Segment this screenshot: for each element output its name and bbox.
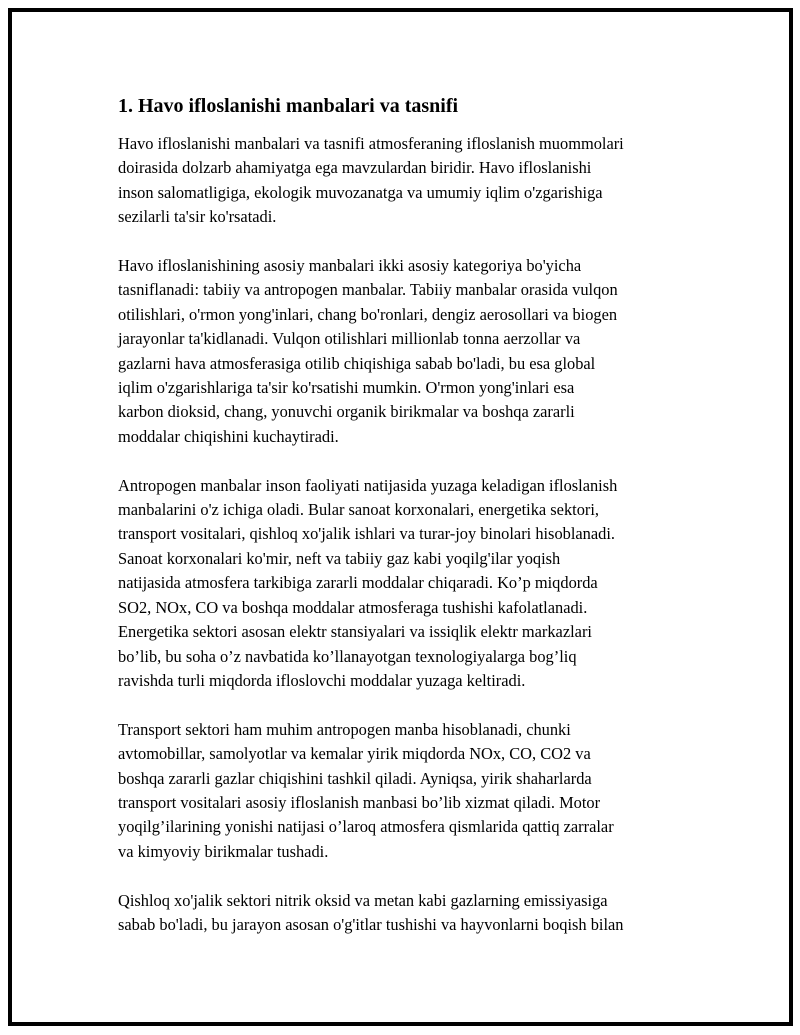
- text-line: transport vositalari, qishloq xo'jalik ishlari va turar-joy binolari hisoblanadi.: [118, 524, 615, 544]
- document-body: [118, 92, 692, 962]
- text-line: boshqa zararli gazlar chiqishini tashkil qiladi. Ayniqsa, yirik shaharlarda: [118, 768, 592, 788]
- text-line: doirasida dolzarb ahamiyatga ega mavzulardan biridir. Havo ifloslanishi: [118, 158, 592, 178]
- paragraph-natural-sources: [118, 254, 692, 449]
- text-line: jarayonlar ta'kidlanadi. Vulqon otilishlari millionlab tonna aerzollar va: [118, 329, 581, 349]
- text-line: SO2, NOx, CO va boshqa moddalar atmosferaga tushishi kafolatlanadi.: [118, 597, 588, 617]
- text-line: sezilarli ta'sir ko'rsatadi.: [118, 207, 277, 227]
- text-line: iqlim o'zgarishlariga ta'sir ko'rsatishi mumkin. O'rmon yong'inlari esa: [118, 378, 575, 398]
- text-line: gazlarni hava atmosferasiga otilib chiqishiga sabab bo'ladi, bu esa global: [118, 353, 596, 373]
- text-line: Antropogen manbalar inson faoliyati natijasida yuzaga keladigan ifloslanish: [118, 475, 618, 495]
- text-line: otilishlari, o'rmon yong'inlari, chang bo'ronlari, dengiz aerosollari va biogen: [118, 304, 618, 324]
- text-line: Sanoat korxonalari ko'mir, neft va tabiiy gaz kabi yoqilg'ilar yoqish: [118, 548, 561, 568]
- paragraph-intro: [118, 132, 692, 230]
- text-line: manbalarini o'z ichiga oladi. Bular sanoat korxonalari, energetika sektori,: [118, 500, 600, 520]
- text-line: bo’lib, bu soha o’z navbatida ko’llanayotgan texnologiyalarga bog’liq: [118, 646, 577, 666]
- text-line: Qishloq xo'jalik sektori nitrik oksid va metan kabi gazlarning emissiyasiga: [118, 890, 608, 910]
- paragraph-agriculture-sector: [118, 889, 692, 938]
- text-line: moddalar chiqishini kuchaytiradi.: [118, 426, 339, 446]
- text-line: karbon dioksid, chang, yonuvchi organik birikmalar va boshqa zararli: [118, 402, 575, 422]
- text-line: natijasida atmosfera tarkibiga zararli moddalar chiqaradi. Ko’p miqdorda: [118, 573, 598, 593]
- text-line: transport vositalari asosiy ifloslanish manbasi bo’lib xizmat qiladi. Motor: [118, 792, 601, 812]
- section-heading: 1. Havo ifloslanishi manbalari va tasnifi: [118, 95, 459, 117]
- text-line: inson salomatligiga, ekologik muvozanatga va umumiy iqlim o'zgarishiga: [118, 182, 603, 202]
- paragraph-transport-sector: [118, 718, 692, 864]
- text-line: yoqilg’ilarining yonishi natijasi o’laroq atmosfera qismlarida qattiq zarralar: [118, 817, 614, 837]
- text-line: Havo ifloslanishi manbalari va tasnifi atmosferaning ifloslanish muommolari: [118, 134, 624, 153]
- text-line: va kimyoviy birikmalar tushadi.: [118, 841, 329, 861]
- paragraph-anthropogen-sources: [118, 474, 692, 694]
- text-line: Energetika sektori asosan elektr stansiyalari va issiqlik elektr markazlari: [118, 622, 592, 642]
- text-line: tasniflanadi: tabiiy va antropogen manbalar. Tabiiy manbalar orasida vulqon: [118, 280, 618, 300]
- text-line: avtomobillar, samolyotlar va kemalar yirik miqdorda NOx, CO, CO2 va: [118, 744, 591, 764]
- text-line: Havo ifloslanishining asosiy manbalari ikki asosiy kategoriya bo'yicha: [118, 256, 582, 276]
- text-line: Transport sektori ham muhim antropogen manba hisoblanadi, chunki: [118, 719, 571, 739]
- text-line: sabab bo'ladi, bu jarayon asosan o'g'itlar tushishi va hayvonlarni boqish bilan: [118, 914, 624, 934]
- text-line: ravishda turli miqdorda ifloslovchi moddalar yuzaga keltiradi.: [118, 670, 526, 690]
